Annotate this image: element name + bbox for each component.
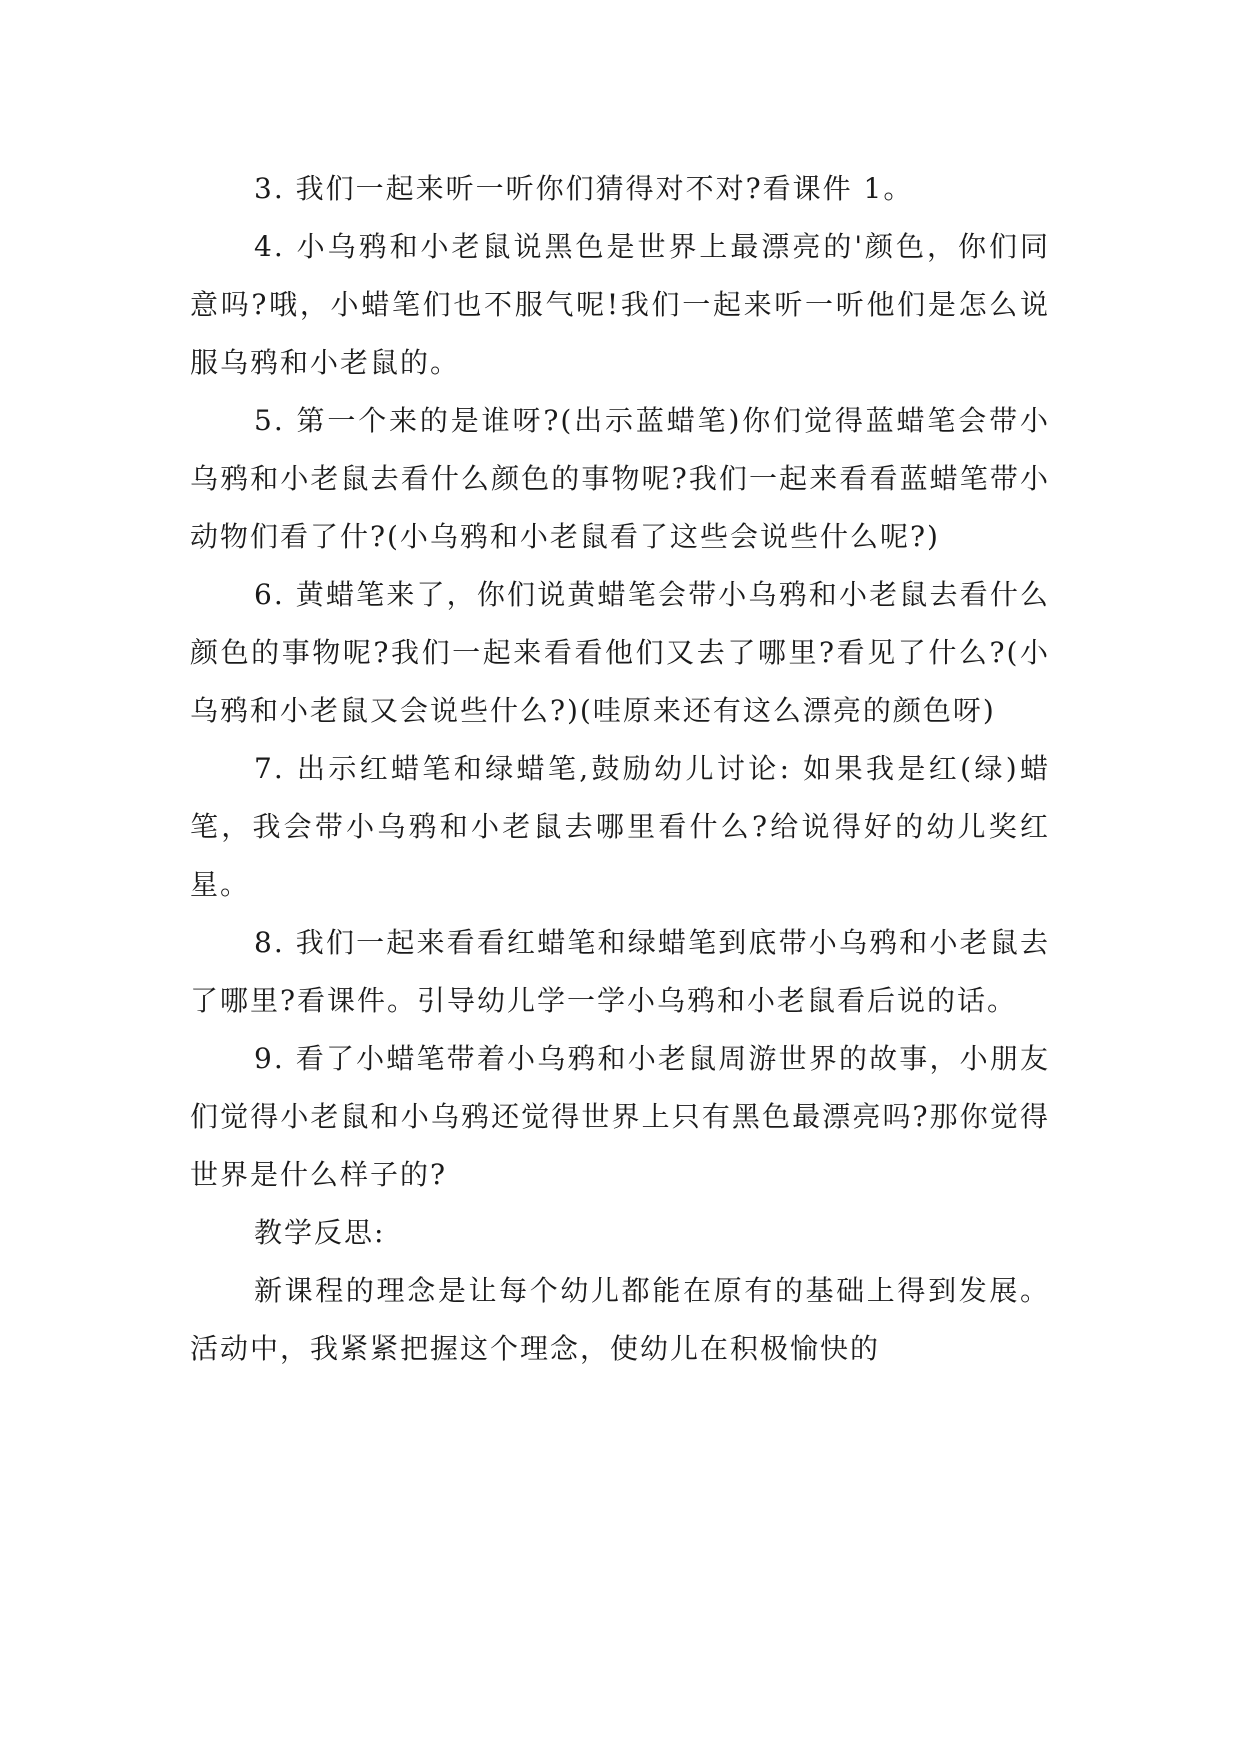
paragraph-step-7: 7. 出示红蜡笔和绿蜡笔,鼓励幼儿讨论: 如果我是红(绿)蜡笔，我会带小乌鸦和小老鼠去哪里看什么?给说得好的幼儿奖红星。 bbox=[190, 752, 1050, 901]
paragraph-step-8: 8. 我们一起来看看红蜡笔和绿蜡笔到底带小乌鸦和小老鼠去了哪里?看课件。引导幼儿学一学小乌鸦和小老鼠看后说的话。 bbox=[190, 926, 1050, 1017]
paragraph-reflection: 新课程的理念是让每个幼儿都能在原有的基础上得到发展。活动中，我紧紧把握这个理念，使幼儿在积极愉快的 bbox=[190, 1274, 1050, 1365]
section-heading-reflection: 教学反思: bbox=[254, 1216, 386, 1249]
paragraph-step-6: 6. 黄蜡笔来了，你们说黄蜡笔会带小乌鸦和小老鼠去看什么颜色的事物呢?我们一起来看看他们又去了哪里?看见了什么?(小乌鸦和小老鼠又会说些什么?)(哇原来还有这么漂亮的颜色呀) bbox=[190, 578, 1050, 727]
paragraph-step-5: 5. 第一个来的是谁呀?(出示蓝蜡笔)你们觉得蓝蜡笔会带小乌鸦和小老鼠去看什么颜色的事物呢?我们一起来看看蓝蜡笔带小动物们看了什?(小乌鸦和小老鼠看了这些会说些什么呢?) bbox=[190, 404, 1050, 553]
paragraph-step-3: 3. 我们一起来听一听你们猜得对不对?看课件 1。 bbox=[254, 172, 914, 205]
document-body bbox=[190, 160, 1050, 1378]
paragraph-step-4: 4. 小乌鸦和小老鼠说黑色是世界上最漂亮的'颜色，你们同意吗?哦，小蜡笔们也不服气呢!我们一起来听一听他们是怎么说服乌鸦和小老鼠的。 bbox=[190, 230, 1050, 379]
paragraph-step-9: 9. 看了小蜡笔带着小乌鸦和小老鼠周游世界的故事，小朋友们觉得小老鼠和小乌鸦还觉得世界上只有黑色最漂亮吗?那你觉得世界是什么样子的? bbox=[190, 1042, 1050, 1191]
